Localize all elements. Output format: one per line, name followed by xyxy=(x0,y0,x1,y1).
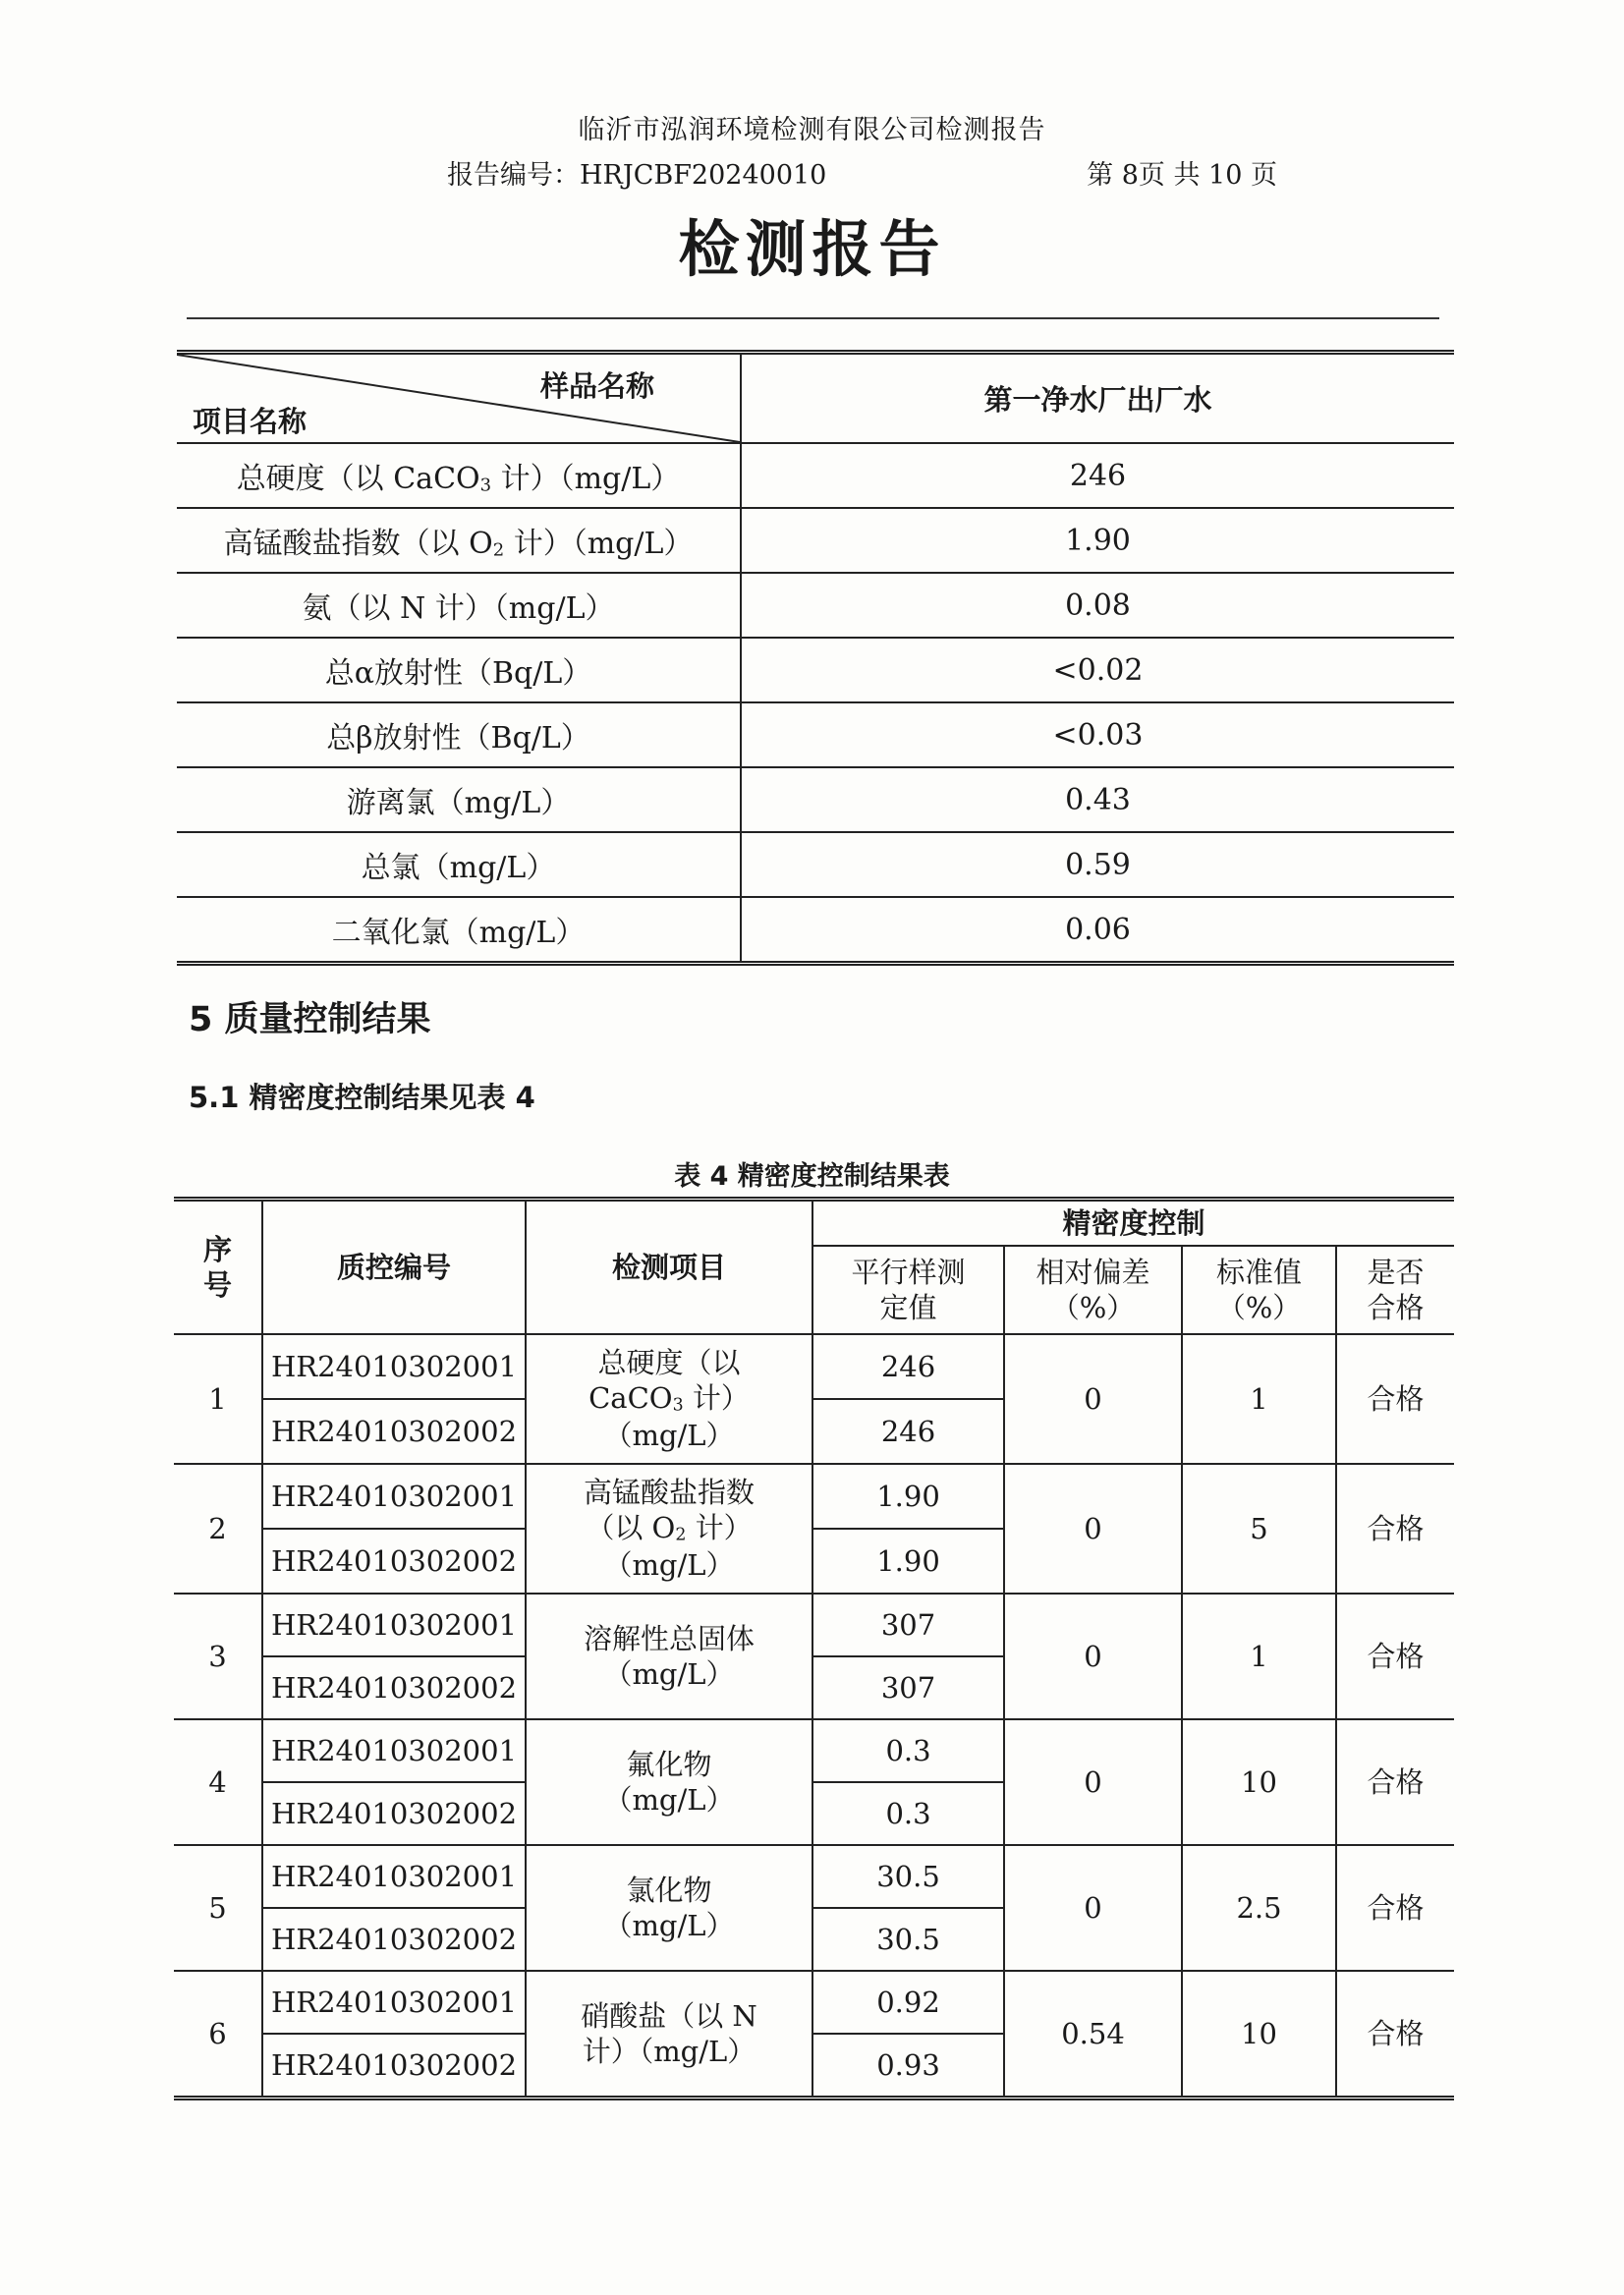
std-cell: 1 xyxy=(1182,1334,1336,1464)
table-row xyxy=(174,1334,1454,1399)
precision-table-header xyxy=(174,1200,1454,1247)
qc-number-cell: HR24010302001 xyxy=(262,1845,526,1908)
qc-number-cell: HR24010302002 xyxy=(262,1529,526,1594)
value-cell: <0.02 xyxy=(741,638,1454,702)
parallel-value-cell: 0.3 xyxy=(812,1719,1004,1782)
table-caption: 表 4 精密度控制结果表 xyxy=(674,1161,950,1192)
table-row xyxy=(174,1464,1454,1529)
pass-cell: 合格 xyxy=(1336,1594,1454,1719)
item-name: 硝酸盐（以 N 计）（mg/L） xyxy=(581,1998,757,2068)
item-cell xyxy=(177,638,741,702)
item-name: 氨（以 N 计）（mg/L） xyxy=(302,591,615,626)
item-subscript: 3 xyxy=(479,475,492,496)
table-row xyxy=(174,1971,1454,2034)
item-cell xyxy=(177,702,741,767)
item-name: 总氯（mg/L） xyxy=(361,851,556,885)
report-number: 报告编号：HRJCBF20240010 xyxy=(447,160,827,191)
item-text xyxy=(581,1345,757,1453)
item-text xyxy=(581,1475,757,1583)
value-cell: 1.90 xyxy=(741,508,1454,573)
pass-cell: 合格 xyxy=(1336,1464,1454,1594)
pass-cell: 合格 xyxy=(1336,1845,1454,1971)
table-row xyxy=(177,897,1454,964)
std-cell: 10 xyxy=(1182,1719,1336,1845)
item-name: 二氧化氯（mg/L） xyxy=(331,916,586,950)
seq-cell: 4 xyxy=(174,1719,262,1845)
rel-dev-header xyxy=(1004,1246,1182,1334)
parallel-value-cell: 246 xyxy=(812,1399,1004,1464)
results-table xyxy=(177,350,1454,966)
pass-header xyxy=(1336,1246,1454,1334)
item-name: 总β放射性（Bq/L） xyxy=(326,721,590,756)
qc-no-header: 质控编号 xyxy=(262,1200,526,1335)
diagonal-header-cell xyxy=(177,353,741,444)
qc-number-cell: HR24010302002 xyxy=(262,1782,526,1845)
rel-dev-cell: 0 xyxy=(1004,1334,1182,1464)
item-name: 溶解性总固体（mg/L） xyxy=(583,1621,755,1691)
table-row xyxy=(177,638,1454,702)
item-subscript: 2 xyxy=(492,539,505,561)
rel-dev-header-label: 相对偏差（%） xyxy=(1036,1255,1150,1324)
sample-name: 第一净水厂出厂水 xyxy=(741,353,1454,444)
item-name-suffix: 计）（mg/L） xyxy=(603,1511,753,1582)
table-row xyxy=(177,508,1454,573)
seq-cell: 3 xyxy=(174,1594,262,1719)
item-name: 氟化物（mg/L） xyxy=(603,1747,735,1817)
rel-dev-cell: 0 xyxy=(1004,1594,1182,1719)
qc-number-cell: HR24010302001 xyxy=(262,1719,526,1782)
parallel-value-cell: 30.5 xyxy=(812,1845,1004,1908)
qc-number-cell: HR24010302001 xyxy=(262,1971,526,2034)
item-cell xyxy=(177,573,741,638)
table-row xyxy=(177,573,1454,638)
parallel-value-cell: 0.93 xyxy=(812,2034,1004,2099)
parallel-header xyxy=(812,1246,1004,1334)
std-cell: 10 xyxy=(1182,1971,1336,2099)
parallel-value-cell: 0.92 xyxy=(812,1971,1004,2034)
subsection-heading: 5.1 精密度控制结果见表 4 xyxy=(189,1081,535,1114)
seq-header-label: 序号 xyxy=(202,1232,232,1302)
item-cell xyxy=(177,508,741,573)
table-row xyxy=(177,832,1454,897)
precision-table xyxy=(174,1197,1454,2100)
value-cell: 0.06 xyxy=(741,897,1454,964)
item-name: 高锰酸盐指数（以 O xyxy=(583,1476,755,1545)
qc-number-cell: HR24010302001 xyxy=(262,1334,526,1399)
item-subscript: 3 xyxy=(672,1395,684,1416)
item-text xyxy=(581,1621,757,1693)
pass-cell: 合格 xyxy=(1336,1719,1454,1845)
item-name-suffix: 计）（mg/L） xyxy=(504,527,694,561)
rel-dev-cell: 0 xyxy=(1004,1464,1182,1594)
seq-cell: 2 xyxy=(174,1464,262,1594)
item-name-label: 项目名称 xyxy=(193,405,308,438)
item-cell xyxy=(177,897,741,964)
parallel-value-cell: 1.90 xyxy=(812,1464,1004,1529)
precision-group-header: 精密度控制 xyxy=(812,1200,1454,1247)
value-cell: 0.43 xyxy=(741,767,1454,832)
value-cell: 246 xyxy=(741,443,1454,508)
item-cell xyxy=(177,832,741,897)
parallel-value-cell: 307 xyxy=(812,1594,1004,1656)
item-subscript: 2 xyxy=(675,1525,687,1545)
seq-cell: 6 xyxy=(174,1971,262,2099)
item-name: 氯化物（mg/L） xyxy=(603,1873,735,1942)
item-cell xyxy=(526,1719,812,1845)
report-meta xyxy=(447,153,1277,192)
item-text xyxy=(581,1873,757,1944)
seq-header xyxy=(174,1200,262,1335)
table-row xyxy=(174,1845,1454,1908)
item-name: 总硬度（以 CaCO xyxy=(236,462,480,496)
item-text xyxy=(581,1998,757,2070)
parallel-value-cell: 1.90 xyxy=(812,1529,1004,1594)
seq-cell: 1 xyxy=(174,1334,262,1464)
qc-number-cell: HR24010302002 xyxy=(262,1908,526,1971)
item-name: 高锰酸盐指数（以 O xyxy=(223,527,493,561)
item-cell xyxy=(526,1594,812,1719)
std-cell: 1 xyxy=(1182,1594,1336,1719)
value-cell: <0.03 xyxy=(741,702,1454,767)
page-number: 第 8页 共 10 页 xyxy=(1087,160,1277,191)
std-cell: 2.5 xyxy=(1182,1845,1336,1971)
qc-number-cell: HR24010302001 xyxy=(262,1464,526,1529)
table-row xyxy=(177,443,1454,508)
seq-cell: 5 xyxy=(174,1845,262,1971)
item-cell xyxy=(526,1464,812,1594)
rel-dev-cell: 0 xyxy=(1004,1845,1182,1971)
value-cell: 0.59 xyxy=(741,832,1454,897)
header-divider xyxy=(187,317,1439,319)
company-header: 临沂市泓润环境检测有限公司检测报告 xyxy=(578,115,1046,145)
table-row xyxy=(177,702,1454,767)
results-table-header xyxy=(177,353,1454,444)
item-name-suffix: 计）（mg/L） xyxy=(491,462,681,496)
item-cell xyxy=(526,1334,812,1464)
parallel-value-cell: 0.3 xyxy=(812,1782,1004,1845)
rel-dev-cell: 0.54 xyxy=(1004,1971,1182,2099)
section-heading: 5 质量控制结果 xyxy=(189,1000,431,1039)
sample-name-label: 样品名称 xyxy=(540,369,655,403)
item-name: 总α放射性（Bq/L） xyxy=(324,656,592,691)
qc-number-cell: HR24010302002 xyxy=(262,2034,526,2099)
std-header-label: 标准值（%） xyxy=(1215,1255,1302,1324)
item-name-suffix: 计）（mg/L） xyxy=(603,1381,750,1452)
parallel-value-cell: 307 xyxy=(812,1656,1004,1719)
item-text xyxy=(581,1747,757,1819)
std-header xyxy=(1182,1246,1336,1334)
parallel-header-label: 平行样测定值 xyxy=(851,1255,966,1324)
parallel-value-cell: 246 xyxy=(812,1334,1004,1399)
pass-header-label: 是否合格 xyxy=(1367,1255,1425,1324)
item-cell xyxy=(526,1971,812,2099)
table-row xyxy=(177,767,1454,832)
item-cell xyxy=(177,443,741,508)
qc-number-cell: HR24010302001 xyxy=(262,1594,526,1656)
qc-number-cell: HR24010302002 xyxy=(262,1656,526,1719)
item-name: 游离氯（mg/L） xyxy=(346,786,571,820)
rel-dev-cell: 0 xyxy=(1004,1719,1182,1845)
pass-cell: 合格 xyxy=(1336,1334,1454,1464)
pass-cell: 合格 xyxy=(1336,1971,1454,2099)
document-title: 检测报告 xyxy=(678,213,946,285)
item-cell xyxy=(177,767,741,832)
std-cell: 5 xyxy=(1182,1464,1336,1594)
item-header: 检测项目 xyxy=(526,1200,812,1335)
table-row xyxy=(174,1719,1454,1782)
item-cell xyxy=(526,1845,812,1971)
value-cell: 0.08 xyxy=(741,573,1454,638)
parallel-value-cell: 30.5 xyxy=(812,1908,1004,1971)
item-name: 总硬度（以 CaCO xyxy=(588,1346,741,1416)
qc-number-cell: HR24010302002 xyxy=(262,1399,526,1464)
table-row xyxy=(174,1594,1454,1656)
